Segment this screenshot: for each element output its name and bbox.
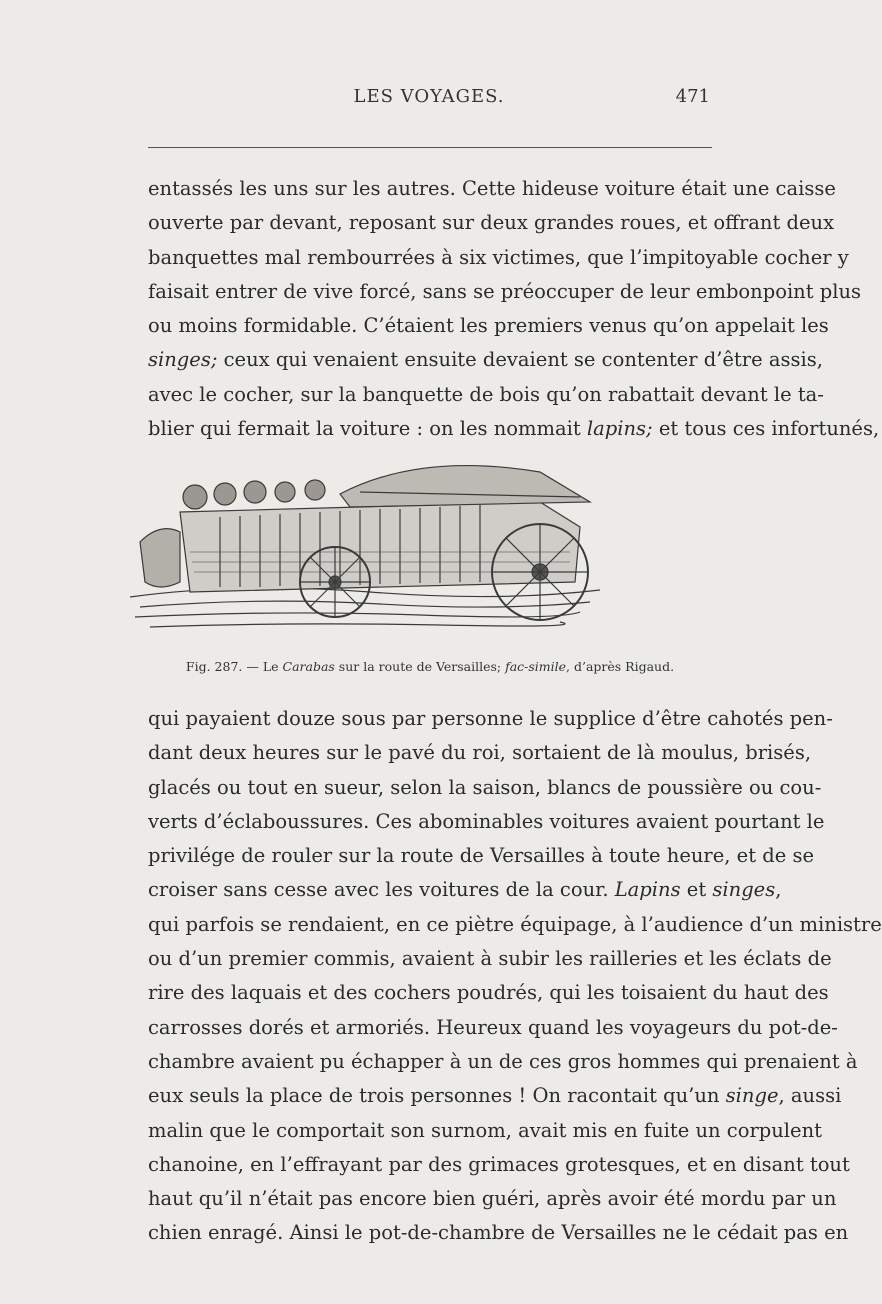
text-run: croiser sans cesse avec les voitures de la cour. [148, 878, 609, 902]
italic-term: Lapins [614, 878, 681, 902]
text-line: chambre avaient pu échapper à un de ces gros hommes qui prenaient à [148, 1049, 858, 1073]
text-line: glacés ou tout en sueur, selon la saison, blancs de poussière ou cou- [148, 775, 822, 799]
caption-text: , d’après Rigaud. [566, 659, 675, 674]
text-line: chanoine, en l’effrayant par des grimaces grotesques, et en disant tout [148, 1152, 850, 1176]
text-run: , [775, 878, 782, 902]
text-line: privilége de rouler sur la route de Versailles à toute heure, et de se [148, 844, 815, 868]
text-line: ouverte par devant, reposant sur deux grandes roues, et offrant deux [148, 211, 835, 235]
text-line [148, 1079, 842, 1113]
text-line: ou d’un premier commis, avaient à subir les railleries et les éclats de [148, 947, 832, 971]
italic-term: singes [712, 878, 776, 902]
paragraph-2 [148, 702, 882, 1251]
page-header [148, 84, 710, 114]
carriage-illustration [120, 432, 620, 647]
page-number: 471 [675, 86, 710, 107]
text-line: carrosses dorés et armoriés. Heureux quand les voyageurs du pot-de- [148, 1015, 838, 1039]
italic-term: singes; [148, 348, 218, 372]
italic-term: singe [725, 1084, 779, 1108]
text-line: haut qu’il n’était pas encore bien guéri, après avoir été mordu par un [148, 1187, 837, 1211]
text-line: ou moins formidable. C’étaient les premiers venus qu’on appelait les [148, 314, 829, 338]
text-line: rire des laquais et des cochers poudrés, qui les toisaient du haut des [148, 981, 829, 1005]
caption-italic: fac-simile [505, 659, 567, 674]
text-run: et tous ces infortunés, [652, 417, 880, 441]
italic-term: lapins; [586, 417, 653, 441]
text-line: avec le cocher, sur la banquette de bois qu’on rabattait devant le ta- [148, 382, 824, 406]
header-rule [148, 147, 712, 148]
text-run: , aussi [778, 1084, 842, 1108]
running-title: LES VOYAGES. [353, 86, 505, 107]
text-run: blier qui fermait la voiture : on les nommait [148, 417, 587, 441]
caption-italic: Carabas [282, 659, 335, 674]
text-run: ceux qui venaient ensuite devaient se contenter d’être assis, [217, 348, 823, 372]
text-run: et [680, 878, 713, 902]
text-line: banquettes mal rembourrées à six victimes, que l’impitoyable cocher y [148, 245, 849, 269]
text-run: eux seuls la place de trois personnes ! On racontait qu’un [148, 1084, 726, 1108]
text-line: malin que le comportait son surnom, avait mis en fuite un corpulent [148, 1118, 822, 1142]
caption-text: sur la route de Versailles; [334, 659, 506, 674]
figure-caption [148, 659, 712, 674]
text-line: verts d’éclaboussures. Ces abominables voitures avaient pourtant le [148, 809, 825, 833]
text-line: dant deux heures sur le pavé du roi, sortaient de là moulus, brisés, [148, 741, 812, 765]
carriage-engraving [120, 432, 620, 647]
text-line: chien enragé. Ainsi le pot-de-chambre de Versailles ne le cédait pas en [148, 1221, 849, 1245]
text-line: qui payaient douze sous par personne le supplice d’être cahotés pen- [148, 707, 833, 730]
text-line: qui parfois se rendaient, en ce piètre équipage, à l’audience d’un ministre [148, 912, 882, 936]
caption-text: Fig. 287. — Le [185, 659, 283, 674]
text-line: faisait entrer de vive forcé, sans se préoccuper de leur embonpoint plus [148, 279, 862, 303]
text-line [148, 343, 823, 377]
text-line: entassés les uns sur les autres. Cette hideuse voiture était une caisse [148, 177, 836, 200]
text-line [148, 873, 782, 907]
paragraph-1 [148, 172, 880, 446]
